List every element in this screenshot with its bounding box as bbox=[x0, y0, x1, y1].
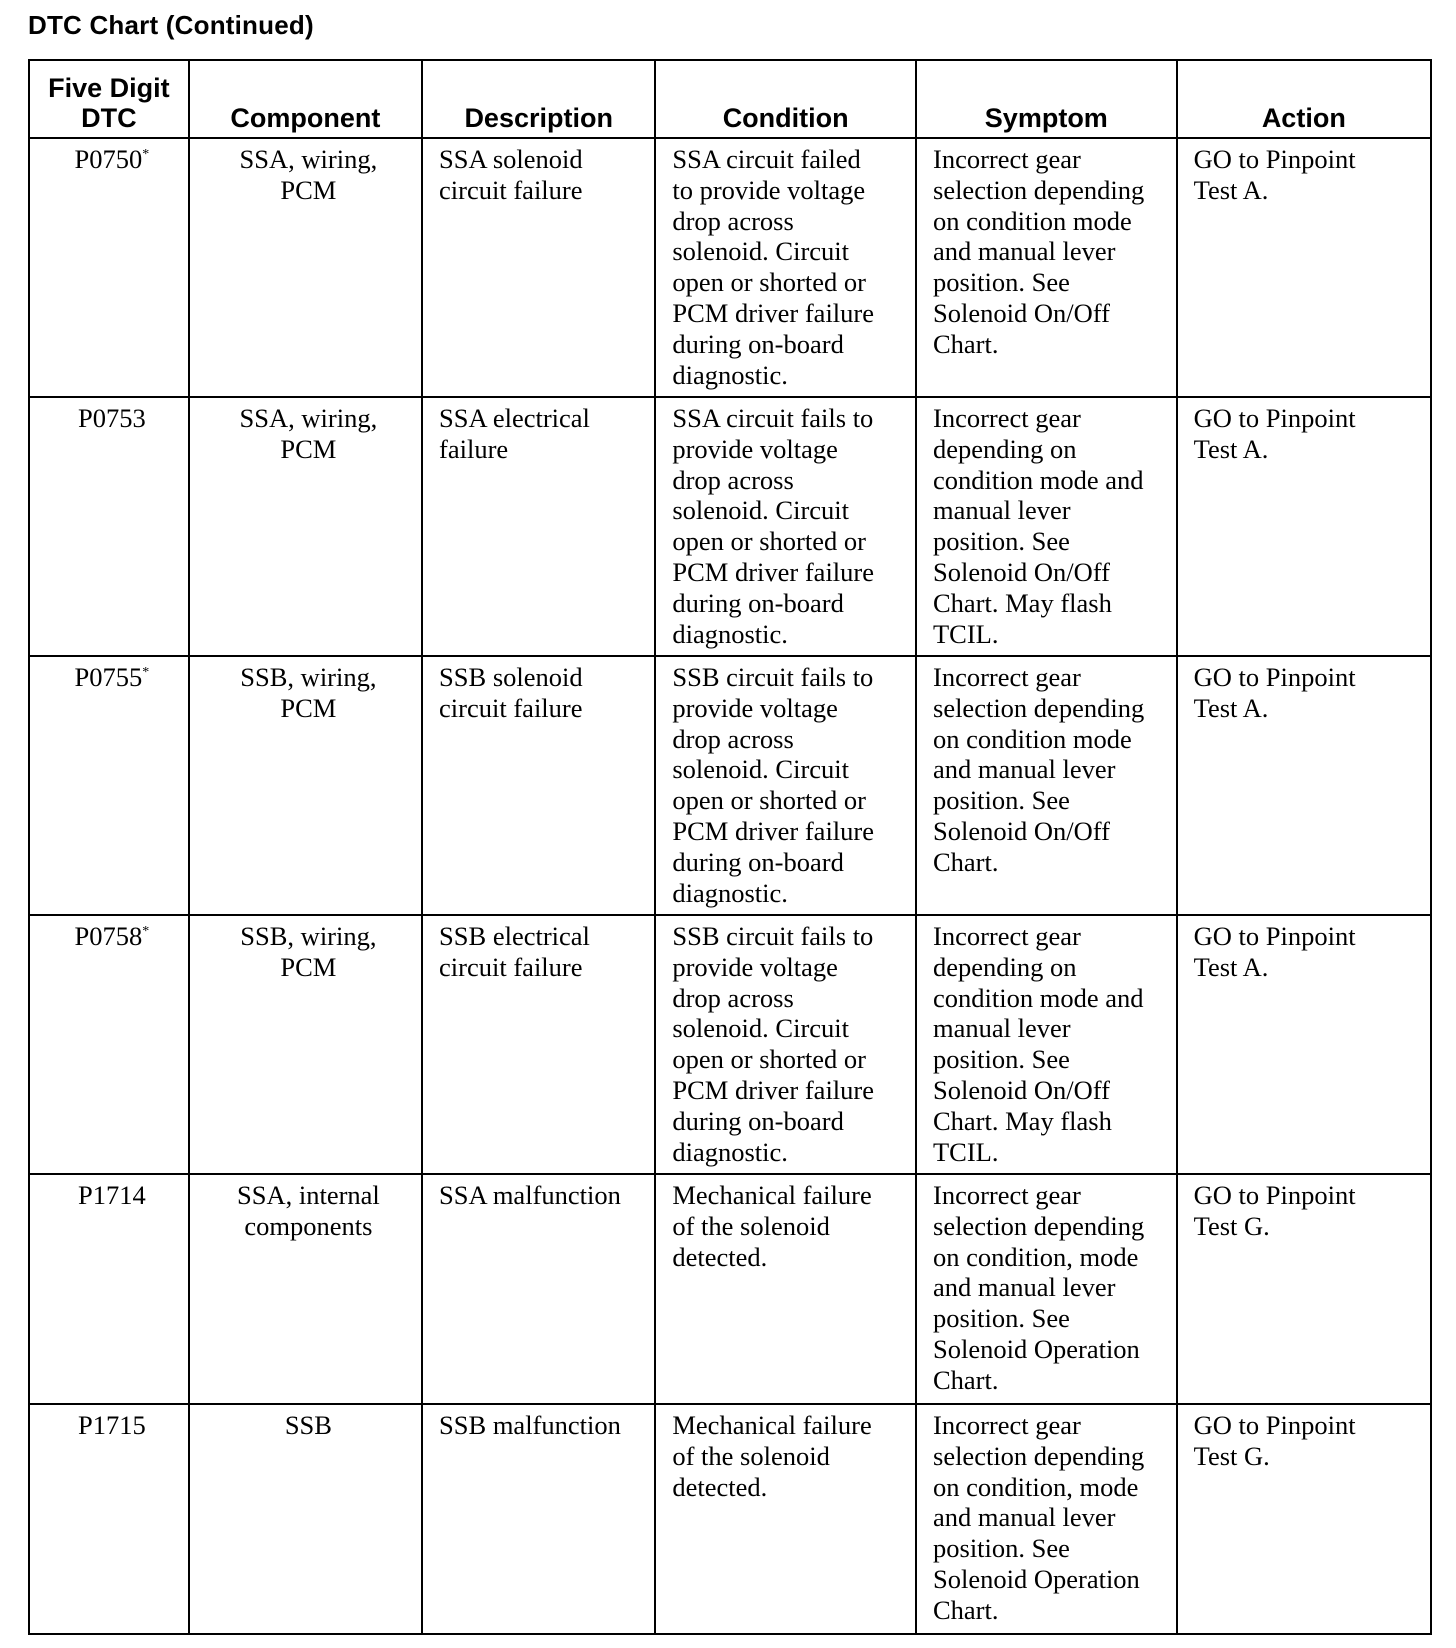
table-row bbox=[29, 1404, 1431, 1634]
action-cell: GO to Pinpoint Test A. bbox=[1177, 656, 1431, 915]
component-cell: SSA, wiring, PCM bbox=[189, 397, 422, 656]
description-cell: SSA malfunction bbox=[422, 1174, 655, 1404]
footnote-marker: * bbox=[142, 924, 150, 939]
dtc-code-cell bbox=[29, 397, 189, 656]
page-title: DTC Chart (Continued) bbox=[28, 10, 314, 40]
column-header-description: Description bbox=[422, 60, 655, 138]
condition-cell: Mechanical failure of the solenoid detected. bbox=[655, 1174, 916, 1404]
table-row bbox=[29, 397, 1431, 656]
column-header-condition: Condition bbox=[655, 60, 916, 138]
condition-cell: Mechanical failure of the solenoid detected. bbox=[655, 1404, 916, 1634]
column-header-action: Action bbox=[1177, 60, 1431, 138]
description-cell: SSB malfunction bbox=[422, 1404, 655, 1634]
dtc-code-cell bbox=[29, 915, 189, 1174]
action-cell: GO to Pinpoint Test A. bbox=[1177, 138, 1431, 397]
condition-cell: SSA circuit failed to provide voltage drop across solenoid. Circuit open or shorted or PCM driver failure during on-board diagnostic. bbox=[655, 138, 916, 397]
symptom-cell: Incorrect gear selection depending on condition mode and manual lever position. See Solenoid On/Off Chart. bbox=[916, 138, 1177, 397]
component-cell: SSA, wiring, PCM bbox=[189, 138, 422, 397]
symptom-cell: Incorrect gear selection depending on condition mode and manual lever position. See Solenoid On/Off Chart. bbox=[916, 656, 1177, 915]
condition-cell: SSB circuit fails to provide voltage drop across solenoid. Circuit open or shorted or PCM driver failure during on-board diagnostic. bbox=[655, 656, 916, 915]
dtc-code-cell bbox=[29, 656, 189, 915]
description-cell: SSA solenoid circuit failure bbox=[422, 138, 655, 397]
dtc-code: P1714 bbox=[77, 1180, 146, 1210]
condition-cell: SSA circuit fails to provide voltage drop across solenoid. Circuit open or shorted or PCM driver failure during on-board diagnostic. bbox=[655, 397, 916, 656]
column-header-component: Component bbox=[189, 60, 422, 138]
symptom-cell: Incorrect gear depending on condition mode and manual lever position. See Solenoid On/Off Chart. May flash TCIL. bbox=[916, 397, 1177, 656]
column-header-symptom: Symptom bbox=[916, 60, 1177, 138]
dtc-code-cell bbox=[29, 138, 189, 397]
dtc-code: P1715 bbox=[77, 1410, 146, 1440]
action-cell: GO to Pinpoint Test A. bbox=[1177, 915, 1431, 1174]
description-cell: SSB electrical circuit failure bbox=[422, 915, 655, 1174]
dtc-table bbox=[28, 59, 1432, 1635]
symptom-cell: Incorrect gear selection depending on condition, mode and manual lever position. See Solenoid Operation Chart. bbox=[916, 1174, 1177, 1404]
action-cell: GO to Pinpoint Test G. bbox=[1177, 1404, 1431, 1634]
description-cell: SSA electrical failure bbox=[422, 397, 655, 656]
footnote-marker: * bbox=[142, 147, 150, 162]
dtc-code-cell bbox=[29, 1174, 189, 1404]
table-row bbox=[29, 1174, 1431, 1404]
table-row bbox=[29, 138, 1431, 397]
dtc-code: P0758 bbox=[74, 921, 143, 951]
description-cell: SSB solenoid circuit failure bbox=[422, 656, 655, 915]
table-row bbox=[29, 656, 1431, 915]
dtc-code: P0753 bbox=[77, 403, 146, 433]
footnote-marker: * bbox=[142, 665, 150, 680]
column-header-dtc: Five Digit DTC bbox=[29, 60, 189, 138]
dtc-code: P0750 bbox=[74, 144, 143, 174]
component-cell: SSB bbox=[189, 1404, 422, 1634]
dtc-code-cell bbox=[29, 1404, 189, 1634]
table-row bbox=[29, 915, 1431, 1174]
header-row bbox=[29, 60, 1431, 138]
condition-cell: SSB circuit fails to provide voltage drop across solenoid. Circuit open or shorted or PCM driver failure during on-board diagnostic. bbox=[655, 915, 916, 1174]
action-cell: GO to Pinpoint Test A. bbox=[1177, 397, 1431, 656]
symptom-cell: Incorrect gear depending on condition mode and manual lever position. See Solenoid On/Off Chart. May flash TCIL. bbox=[916, 915, 1177, 1174]
action-cell: GO to Pinpoint Test G. bbox=[1177, 1174, 1431, 1404]
component-cell: SSB, wiring, PCM bbox=[189, 915, 422, 1174]
component-cell: SSA, internal components bbox=[189, 1174, 422, 1404]
component-cell: SSB, wiring, PCM bbox=[189, 656, 422, 915]
dtc-code: P0755 bbox=[74, 662, 143, 692]
symptom-cell: Incorrect gear selection depending on condition, mode and manual lever position. See Solenoid Operation Chart. bbox=[916, 1404, 1177, 1634]
